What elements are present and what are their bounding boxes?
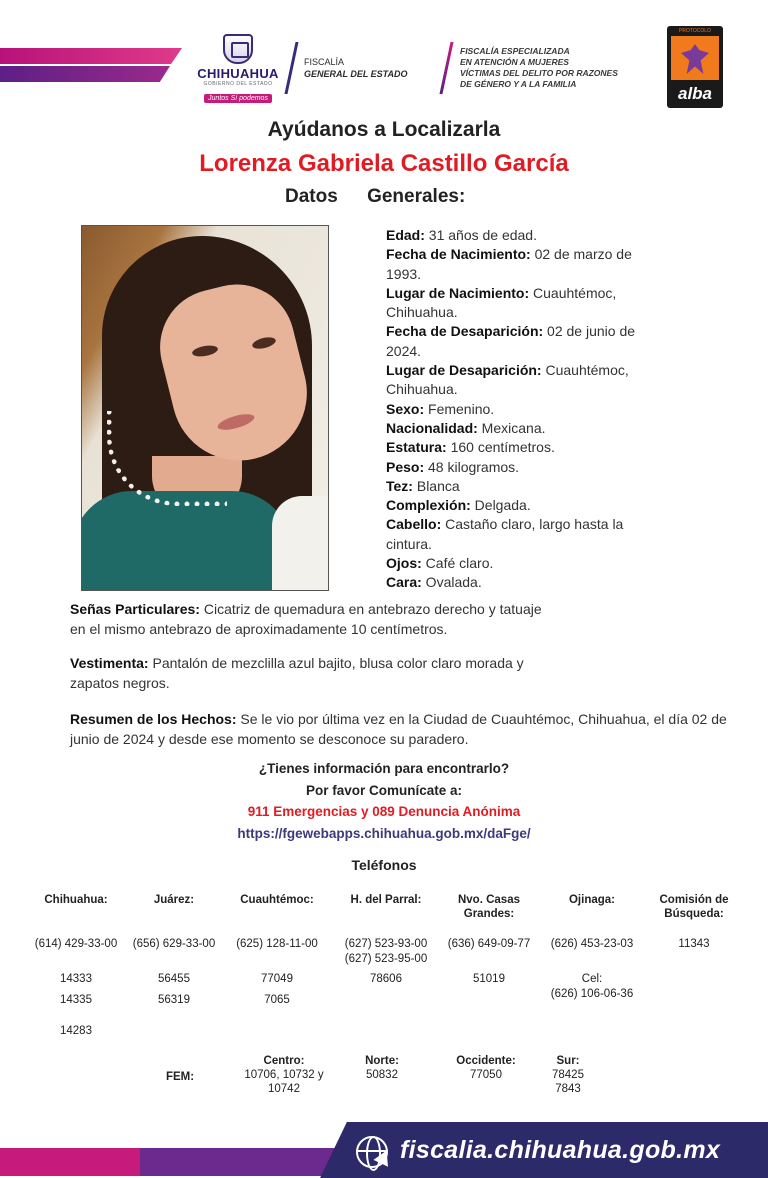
- photo-fabric: [272, 496, 329, 591]
- headline: Ayúdanos a Localizarla: [267, 118, 501, 141]
- extension: 56455: [158, 973, 190, 985]
- phone-number: (627) 523-93-00: [344, 938, 428, 950]
- contact-block: [0, 758, 768, 844]
- fem-centro-value: 10706, 10732 y 10742: [244, 1069, 324, 1095]
- fem-norte: [350, 1054, 414, 1082]
- extension: 7065: [264, 994, 290, 1006]
- phone-number: (626) 453-23-03: [550, 938, 634, 950]
- phone-column-parral: [334, 893, 438, 987]
- phone-column-casas-grandes: [440, 893, 538, 987]
- column-header: Chihuahua:: [44, 894, 108, 906]
- magenta-bar: [0, 48, 182, 64]
- shield-icon: [223, 34, 253, 64]
- data-row: Estatura: 160 centímetros.: [386, 439, 555, 456]
- data-row: Nacionalidad: Mexicana.: [386, 419, 546, 436]
- state-name: CHIHUAHUA: [197, 66, 279, 81]
- state-sub: GOBIERNO DEL ESTADO: [203, 81, 273, 87]
- fiscalia-general-logo: [304, 56, 408, 80]
- extension: 51019: [473, 973, 505, 985]
- fem-occidente: [446, 1054, 526, 1082]
- emergency-numbers: 911 Emergencias y 089 Denuncia Anónima: [247, 804, 521, 819]
- phone-number: (627) 523-95-00: [344, 953, 428, 965]
- alba-small-text: PROTOCOLO: [679, 28, 711, 34]
- data-row: Complexión: Delgada.: [386, 497, 531, 514]
- vestimenta: Vestimenta: Pantalón de mezclilla azul bajito, blusa color claro morada y zapatos negros.: [70, 655, 524, 691]
- data-row: Fecha de Desaparición: 02 de junio de 2024.: [386, 323, 636, 359]
- divider: [439, 42, 453, 94]
- column-header: Ojinaga:: [568, 894, 615, 906]
- fem-centro-label: Centro:: [263, 1055, 305, 1067]
- column-header: H. del Parral:: [350, 894, 422, 906]
- fem-logo-text: [460, 46, 618, 90]
- fem-centro: [232, 1054, 336, 1096]
- data-row: Cabello: Castaño claro, largo hasta la cintura.: [386, 516, 624, 552]
- data-row: Peso: 48 kilogramos.: [386, 458, 520, 475]
- section-title: Datos Generales:: [285, 186, 466, 207]
- column-header: Juárez:: [153, 894, 195, 906]
- person-photo: [81, 225, 329, 591]
- phone-column-comision: [648, 893, 740, 952]
- fem-sur-value: 78425 7843: [552, 1069, 584, 1095]
- missing-person-name: Lorenza Gabriela Castillo García: [199, 150, 569, 177]
- alba-wordmark: alba: [677, 84, 713, 103]
- phone-column-ojinaga: [542, 893, 642, 1002]
- fem-line3: VÍCTIMAS DEL DELITO POR RAZONES: [460, 68, 618, 78]
- phones-title: Teléfonos: [351, 857, 417, 873]
- data-row: Sexo: Femenino.: [386, 400, 495, 417]
- phone-number: (625) 128-11-00: [236, 938, 318, 950]
- phone-column-juarez: [126, 893, 222, 1008]
- phone-number: 11343: [678, 938, 710, 950]
- general-data-list: [386, 226, 656, 593]
- column-header: Cuauhtémoc:: [240, 894, 314, 906]
- extension: 14335: [60, 994, 92, 1006]
- fem-sur-label: Sur:: [556, 1055, 580, 1067]
- extension: 14283: [60, 1025, 92, 1037]
- phone-number: (636) 649-09-77: [447, 938, 531, 950]
- phone-column-cuauhtemoc: [228, 893, 326, 1008]
- data-row: Ojos: Café claro.: [386, 555, 494, 572]
- column-header: Nvo. Casas Grandes:: [457, 894, 520, 920]
- contact-url-link[interactable]: https://fgewebapps.chihuahua.gob.mx/daFge/: [237, 825, 531, 841]
- contact-question: ¿Tienes información para encontrarlo?: [258, 761, 510, 776]
- column-header: Comisión de Búsqueda:: [659, 894, 729, 920]
- header-color-band: [0, 48, 182, 84]
- footer-url-link[interactable]: fiscalia.chihuahua.gob.mx: [400, 1136, 721, 1164]
- slogan: Juntos Sí podemos: [204, 94, 272, 103]
- contact-prompt: Por favor Comunícate a:: [305, 782, 463, 798]
- data-row: Lugar de Desaparición: Cuauhtémoc, Chihuahua.: [386, 362, 629, 398]
- extension: 77049: [261, 973, 293, 985]
- phone-number: (614) 429-33-00: [34, 938, 118, 950]
- data-row: Lugar de Nacimiento: Cuauhtémoc, Chihuahua.: [386, 284, 617, 321]
- fem-norte-label: Norte:: [365, 1055, 399, 1067]
- fem-line4: DE GÉNERO Y A LA FAMILIA: [460, 79, 577, 89]
- fem-line2: EN ATENCIÓN A MUJERES: [460, 57, 569, 67]
- extension: 56319: [158, 994, 190, 1006]
- protocolo-alba-logo: [667, 26, 723, 108]
- fem-occidente-label: Occidente:: [456, 1055, 516, 1067]
- data-row: Fecha de Nacimiento: 02 de marzo de 1993.: [386, 246, 632, 282]
- cel-number: (626) 106-06-36: [550, 988, 634, 1000]
- divider: [284, 42, 298, 94]
- purple-bar: [0, 66, 170, 82]
- extension: 14333: [60, 973, 92, 985]
- fiscalia-line1: FISCALÍA: [304, 57, 345, 67]
- fem-occidente-value: 77050: [470, 1069, 502, 1081]
- phone-number: (656) 629-33-00: [132, 938, 216, 950]
- chihuahua-logo: [196, 34, 280, 102]
- data-row: Edad: 31 años de edad.: [386, 227, 537, 243]
- data-row: Cara: Ovalada.: [386, 574, 482, 591]
- extension: 78606: [370, 973, 402, 985]
- fem-norte-value: 50832: [366, 1069, 398, 1081]
- resumen-hechos: Resumen de los Hechos: Se le vio por última vez en la Ciudad de Cuauhtémoc, Chihuahua, el día 02 de junio de 2024 y desde ese momento se desconoce su paradero.: [70, 711, 727, 747]
- fiscalia-line2: GENERAL DEL ESTADO: [304, 69, 408, 79]
- senas-particulares: Señas Particulares: Cicatriz de quemadura en antebrazo derecho y tatuaje en el mismo antebrazo de aproximadamente 10 centímetros.: [70, 601, 542, 637]
- data-row: Tez: Blanca: [386, 477, 460, 494]
- fem-label: FEM:: [165, 1071, 195, 1083]
- footer-purple-band: [140, 1148, 340, 1176]
- fem-sur: [546, 1054, 590, 1096]
- photo-blouse: [81, 491, 292, 591]
- fem-line1: FISCALÍA ESPECIALIZADA: [460, 46, 570, 56]
- phone-column-chihuahua: [30, 893, 122, 1039]
- cel-label: Cel:: [581, 973, 603, 985]
